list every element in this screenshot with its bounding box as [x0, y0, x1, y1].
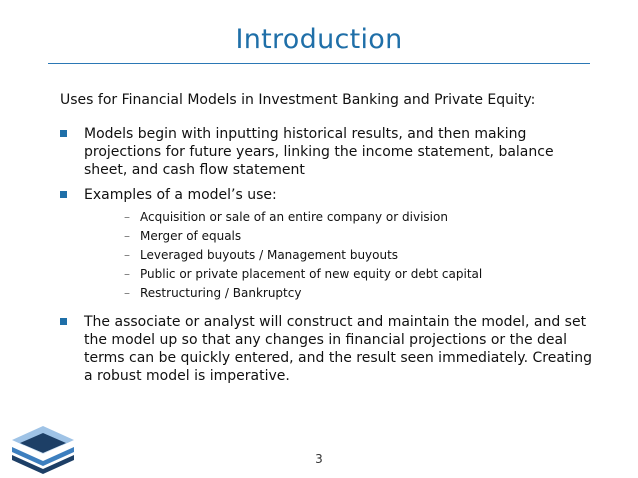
stacked-layers-logo: [10, 424, 76, 474]
bullet-text: The associate or analyst will construct and maintain the model, and set the model up so that any changes in financial projections or the deal terms can be quickly entered, and the result seen immediately. Creating a robust model is imperative.: [84, 314, 593, 384]
sub-list-item: – Acquisition or sale of an entire company or division: [124, 208, 482, 227]
bullet-item-1: [60, 125, 595, 179]
intro-text: Uses for Financial Models in Investment Banking and Private Equity:: [60, 92, 536, 108]
sub-list-item: – Leveraged buyouts / Management buyouts: [124, 246, 482, 265]
dash-marker: –: [124, 210, 130, 224]
page-number: 3: [315, 452, 323, 466]
title-divider: [48, 63, 590, 64]
square-bullet-icon: [60, 191, 67, 198]
square-bullet-icon: [60, 318, 67, 325]
bullet-item-3: [60, 313, 595, 385]
dash-marker: –: [124, 267, 130, 281]
dash-marker: –: [124, 248, 130, 262]
bullet-text: Examples of a model’s use:: [84, 187, 277, 203]
bullet-text: Models begin with inputting historical results, and then making projections for future years, linking the income statement, balance sheet, and cash flow statement: [84, 126, 554, 178]
sub-list-item: – Public or private placement of new equity or debt capital: [124, 265, 482, 284]
dash-marker: –: [124, 229, 130, 243]
slide-title: Introduction: [235, 24, 403, 55]
sub-list-item: – Merger of equals: [124, 227, 482, 246]
sub-list-item: – Restructuring / Bankruptcy: [124, 284, 482, 303]
square-bullet-icon: [60, 130, 67, 137]
dash-marker: –: [124, 286, 130, 300]
bullet-item-2: [60, 186, 595, 204]
model-use-examples-list: [124, 208, 482, 303]
